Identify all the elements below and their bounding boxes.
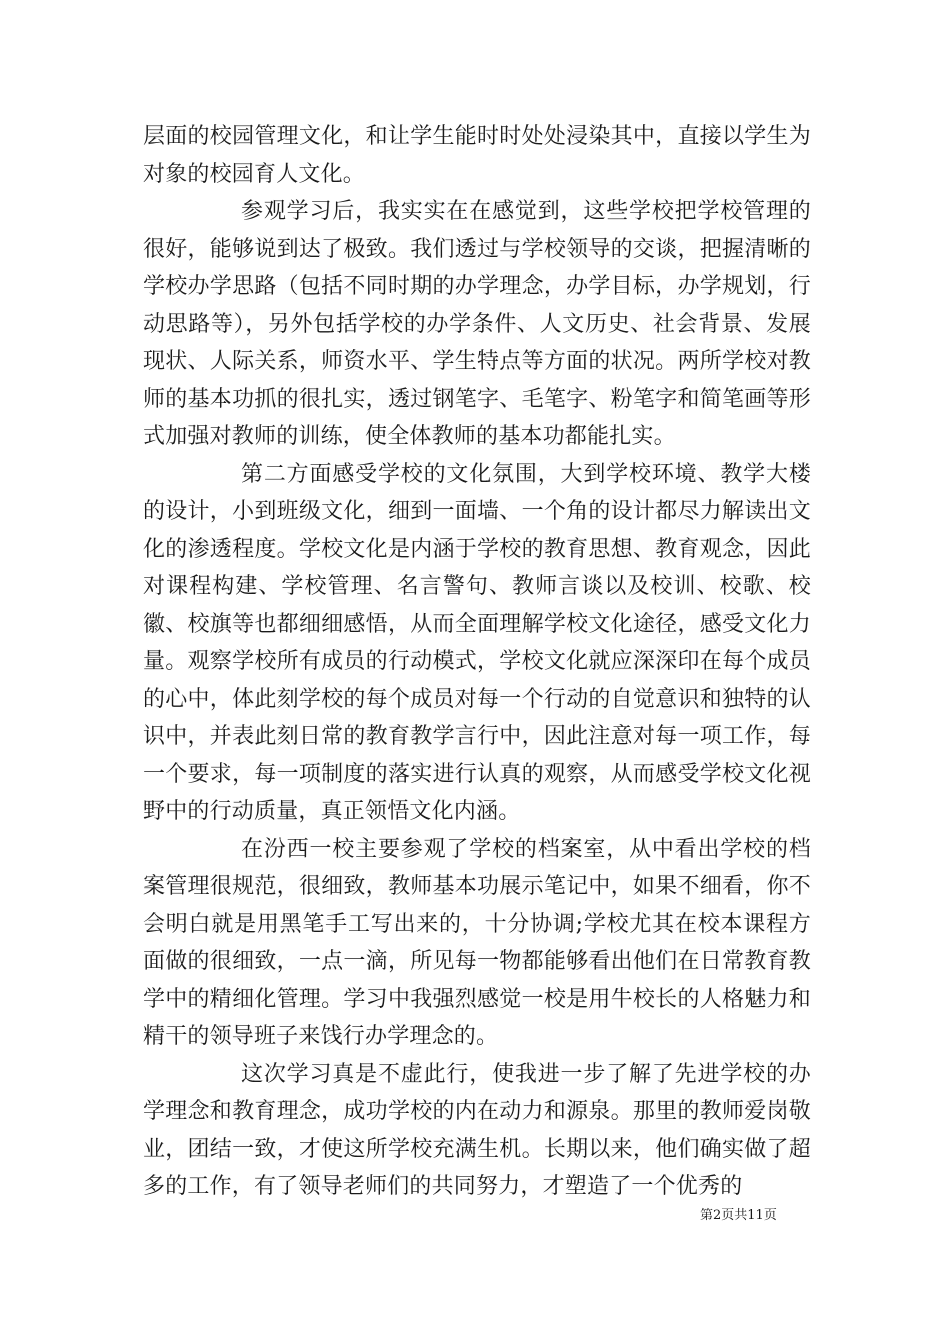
paragraph-3: 第二方面感受学校的文化氛围，大到学校环境、教学大楼的设计，小到班级文化，细到一面墙、一个角的设计都尽力解读出文化的渗透程度。学校文化是内涵于学校的教育思想、教育观念，因此对课程构建、学校管理、名言警句、教师言谈以及校训、校歌、校徽、校旗等也都细细感悟，从而全面理解学校文化途径，感受文化力量。观察学校所有成员的行动模式，学校文化就应深深印在每个成员的心中，体此刻学校的每个成员对每一个行动的自觉意识和独特的认识中，并表此刻日常的教育教学言行中，因此注意对每一项工作，每一个要求，每一项制度的落实进行认真的观察，从而感受学校文化视野中的行动质量，真正领悟文化内涵。: [143, 461, 811, 824]
document-body: [143, 118, 811, 1206]
paragraph-4: 在汾西一校主要参观了学校的档案室，从中看出学校的档案管理很规范，很细致，教师基本功展示笔记中，如果不细看，你不会明白就是用黑笔手工写出来的，十分协调;学校尤其在校本课程方面做的很细致，一点一滴，所见每一物都能够看出他们在日常教育教学中的精细化管理。学习中我强烈感觉一校是用牛校长的人格魅力和精干的领导班子来饯行办学理念的。: [143, 836, 811, 1049]
paragraph-2: 参观学习后，我实实在在感觉到，这些学校把学校管理的很好，能够说到达了极致。我们透过与学校领导的交谈，把握清晰的学校办学思路（包括不同时期的办学理念，办学目标，办学规划，行动思路等），另外包括学校的办学条件、人文历史、社会背景、发展现状、人际关系，师资水平、学生特点等方面的状况。两所学校对教师的基本功抓的很扎实，透过钢笔字、毛笔字、粉笔字和简笔画等形式加强对教师的训练，使全体教师的基本功都能扎实。: [143, 199, 811, 449]
paragraph-1: 层面的校园管理文化，和让学生能时时处处浸染其中，直接以学生为对象的校园育人文化。: [143, 124, 811, 187]
paragraph-5: 这次学习真是不虚此行，使我进一步了解了先进学校的办学理念和教育理念，成功学校的内在动力和源泉。那里的教师爱岗敬业，团结一致，才使这所学校充满生机。长期以来，他们确实做了超多的工作，有了领导老师们的共同努力，才塑造了一个优秀的: [143, 1061, 811, 1199]
page-number-footer: 第2页共11页: [700, 1208, 777, 1223]
